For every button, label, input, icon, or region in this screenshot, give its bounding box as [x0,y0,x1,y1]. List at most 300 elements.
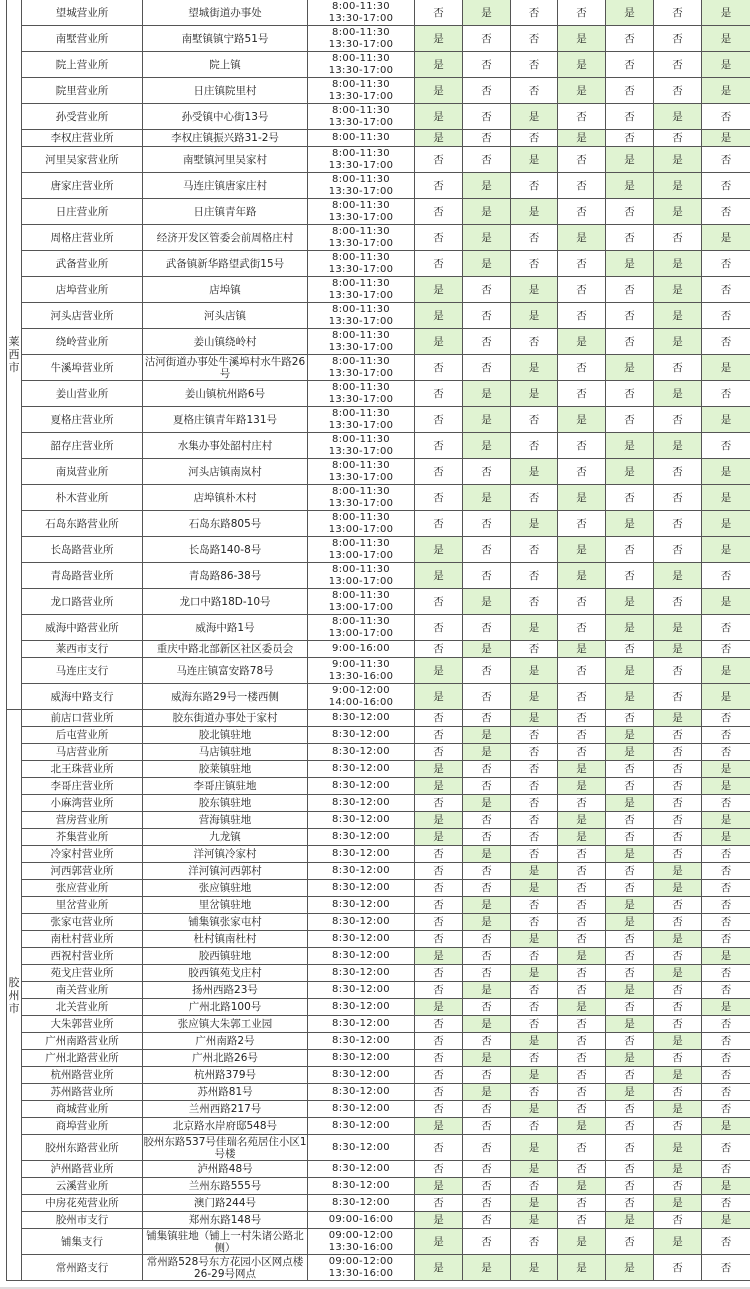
day-open-flag: 否 [415,982,463,999]
branch-address: 南墅镇河里吴家村 [143,147,308,173]
branch-name: 胶州市支行 [22,1212,143,1229]
branch-address: 胶莱镇驻地 [143,761,308,778]
day-open-flag: 是 [511,355,558,381]
day-open-flag: 是 [415,78,463,104]
day-open-flag: 否 [606,999,654,1016]
table-row [7,931,750,948]
day-open-flag: 否 [702,251,750,277]
table-row [7,225,750,251]
day-open-flag: 否 [415,710,463,727]
day-open-flag: 否 [511,846,558,863]
table-row [7,880,750,897]
day-open-flag: 否 [654,537,702,563]
business-hours [308,982,415,999]
day-open-flag: 是 [606,1016,654,1033]
table-row [7,277,750,303]
day-open-flag: 是 [463,982,511,999]
day-open-flag: 否 [702,1016,750,1033]
day-open-flag: 否 [558,199,606,225]
branch-address: 夏格庄镇青年路131号 [143,407,308,433]
region-cell [7,710,22,1281]
day-open-flag: 否 [654,744,702,761]
day-open-flag: 是 [463,199,511,225]
day-open-flag: 是 [606,1255,654,1281]
day-open-flag: 否 [606,485,654,511]
day-open-flag: 是 [702,459,750,485]
day-open-flag: 否 [463,931,511,948]
day-open-flag: 否 [511,225,558,251]
day-open-flag: 否 [463,829,511,846]
branch-address: 胶东街道办事处于家村 [143,710,308,727]
day-open-flag: 否 [558,931,606,948]
day-open-flag: 否 [702,727,750,744]
hours-line: 8:00-11:30 [332,277,390,289]
day-open-flag: 否 [558,1016,606,1033]
day-open-flag: 否 [511,1118,558,1135]
branch-name: 铺集支行 [22,1229,143,1255]
day-open-flag: 否 [654,948,702,965]
table-row [7,1016,750,1033]
hours-line: 09:00-12:00 [328,1229,394,1241]
branch-name: 院里营业所 [22,78,143,104]
branch-name: 周格庄营业所 [22,225,143,251]
hours-line: 8:00-11:30 [332,563,390,575]
branch-schedule-table [6,0,750,1281]
day-open-flag: 否 [415,1084,463,1101]
business-hours [308,104,415,130]
branch-name: 夏格庄营业所 [22,407,143,433]
day-open-flag: 否 [415,199,463,225]
hours-line: 13:30-17:00 [328,419,394,431]
table-row [7,459,750,485]
table-row [7,710,750,727]
day-open-flag: 是 [654,1229,702,1255]
hours-line: 8:00-11:30 [332,199,390,211]
day-open-flag: 否 [463,615,511,641]
day-open-flag: 是 [654,1135,702,1161]
hours-line: 8:30-12:00 [332,797,390,808]
day-open-flag: 是 [606,147,654,173]
region-char: 市 [8,361,20,374]
branch-address: 孙受镇中心街13号 [143,104,308,130]
branch-address: 苏州路81号 [143,1084,308,1101]
day-open-flag: 否 [654,130,702,147]
day-open-flag: 否 [463,1067,511,1084]
hours-line: 8:00-11:30 [332,26,390,38]
day-open-flag: 否 [463,563,511,589]
business-hours [308,641,415,658]
day-open-flag: 否 [654,846,702,863]
branch-address: 胶西镇驻地 [143,948,308,965]
day-open-flag: 否 [415,744,463,761]
branch-address: 重庆中路北部新区社区委员会 [143,641,308,658]
day-open-flag: 否 [606,965,654,982]
branch-name: 石岛东路营业所 [22,511,143,537]
branch-address: 李权庄镇振兴路31-2号 [143,130,308,147]
hours-line: 8:00-11:30 [332,0,390,12]
business-hours [308,1101,415,1118]
branch-name: 小麻湾营业所 [22,795,143,812]
business-hours [308,459,415,485]
hours-line: 8:00-11:30 [332,251,390,263]
day-open-flag: 是 [511,1135,558,1161]
branch-address: 九龙镇 [143,829,308,846]
day-open-flag: 是 [654,329,702,355]
hours-line: 8:30-12:00 [332,865,390,876]
day-open-flag: 否 [463,104,511,130]
day-open-flag: 否 [702,199,750,225]
day-open-flag: 是 [606,1212,654,1229]
day-open-flag: 否 [654,778,702,795]
day-open-flag: 是 [463,846,511,863]
branch-name: 李哥庄营业所 [22,778,143,795]
day-open-flag: 是 [702,0,750,26]
day-open-flag: 是 [415,26,463,52]
table-row [7,982,750,999]
business-hours [308,880,415,897]
day-open-flag: 否 [511,589,558,615]
day-open-flag: 是 [511,1255,558,1281]
branch-name: 西祝村营业所 [22,948,143,965]
day-open-flag: 否 [702,1161,750,1178]
day-open-flag: 是 [511,965,558,982]
day-open-flag: 否 [558,846,606,863]
day-open-flag: 否 [415,1161,463,1178]
branch-address: 姜山镇杭州路6号 [143,381,308,407]
branch-address: 马连庄镇富安路78号 [143,658,308,684]
day-open-flag: 否 [511,1016,558,1033]
day-open-flag: 是 [415,658,463,684]
day-open-flag: 否 [654,795,702,812]
day-open-flag: 是 [606,251,654,277]
day-open-flag: 否 [558,658,606,684]
branch-name: 胶州东路营业所 [22,1135,143,1161]
day-open-flag: 是 [463,744,511,761]
branch-address: 河头店镇南岚村 [143,459,308,485]
hours-line: 13:30-17:00 [328,185,394,197]
day-open-flag: 是 [558,778,606,795]
day-open-flag: 否 [702,381,750,407]
day-open-flag: 否 [558,1161,606,1178]
branch-name: 马连庄支行 [22,658,143,684]
day-open-flag: 是 [415,684,463,710]
day-open-flag: 否 [415,381,463,407]
day-open-flag: 是 [606,658,654,684]
branch-address: 泸州路48号 [143,1161,308,1178]
branch-address: 石岛东路805号 [143,511,308,537]
branch-name: 南关营业所 [22,982,143,999]
hours-line: 13:30-17:00 [328,237,394,249]
day-open-flag: 是 [654,1195,702,1212]
day-open-flag: 否 [654,914,702,931]
day-open-flag: 是 [702,407,750,433]
table-row [7,727,750,744]
day-open-flag: 否 [606,1101,654,1118]
day-open-flag: 是 [702,1118,750,1135]
day-open-flag: 是 [702,537,750,563]
business-hours [308,1229,415,1255]
business-hours [308,589,415,615]
business-hours [308,563,415,589]
branch-address: 望城街道办事处 [143,0,308,26]
day-open-flag: 否 [415,173,463,199]
table-row [7,641,750,658]
branch-address: 店埠镇 [143,277,308,303]
branch-address: 姜山镇绕岭村 [143,329,308,355]
day-open-flag: 是 [702,812,750,829]
hours-line: 8:30-12:00 [332,916,390,927]
day-open-flag: 是 [702,225,750,251]
day-open-flag: 否 [606,1195,654,1212]
day-open-flag: 否 [654,761,702,778]
business-hours [308,684,415,710]
branch-name: 冷家村营业所 [22,846,143,863]
day-open-flag: 否 [606,303,654,329]
hours-line: 13:30-17:00 [328,159,394,171]
branch-name: 芥集营业所 [22,829,143,846]
day-open-flag: 否 [558,1195,606,1212]
day-open-flag: 否 [606,863,654,880]
hours-line: 8:00-11:30 [332,511,390,523]
day-open-flag: 否 [606,26,654,52]
table-row [7,355,750,381]
business-hours [308,795,415,812]
day-open-flag: 否 [558,1050,606,1067]
day-open-flag: 否 [606,130,654,147]
day-open-flag: 否 [702,897,750,914]
branch-address: 北京路水岸府邸548号 [143,1118,308,1135]
hours-line: 13:30-17:00 [328,64,394,76]
branch-address: 扬州西路23号 [143,982,308,999]
table-row [7,173,750,199]
day-open-flag: 是 [511,1195,558,1212]
day-open-flag: 否 [415,1016,463,1033]
day-open-flag: 否 [463,880,511,897]
business-hours [308,812,415,829]
table-row [7,999,750,1016]
branch-name: 日庄营业所 [22,199,143,225]
day-open-flag: 否 [415,251,463,277]
branch-name: 威海中路营业所 [22,615,143,641]
business-hours [308,355,415,381]
day-open-flag: 否 [415,1033,463,1050]
day-open-flag: 否 [654,52,702,78]
day-open-flag: 否 [558,381,606,407]
day-open-flag: 否 [654,1084,702,1101]
business-hours [308,914,415,931]
day-open-flag: 是 [511,104,558,130]
branch-name: 河里吴家营业所 [22,147,143,173]
business-hours [308,761,415,778]
day-open-flag: 否 [415,965,463,982]
day-open-flag: 否 [558,173,606,199]
day-open-flag: 否 [511,329,558,355]
day-open-flag: 是 [511,1067,558,1084]
day-open-flag: 否 [654,999,702,1016]
day-open-flag: 是 [463,914,511,931]
day-open-flag: 是 [558,641,606,658]
day-open-flag: 否 [415,433,463,459]
day-open-flag: 否 [654,1016,702,1033]
day-open-flag: 否 [558,251,606,277]
day-open-flag: 否 [415,0,463,26]
business-hours [308,931,415,948]
region-char: 州 [8,988,20,1002]
table-row [7,26,750,52]
day-open-flag: 否 [606,829,654,846]
day-open-flag: 否 [511,812,558,829]
day-open-flag: 否 [702,795,750,812]
hours-line: 8:30-12:00 [332,1052,390,1063]
business-hours [308,948,415,965]
day-open-flag: 否 [511,829,558,846]
table-row [7,615,750,641]
day-open-flag: 否 [511,485,558,511]
day-open-flag: 是 [606,914,654,931]
day-open-flag: 否 [511,563,558,589]
day-open-flag: 是 [511,658,558,684]
table-row [7,1195,750,1212]
branch-address: 张应镇驻地 [143,880,308,897]
table-row [7,563,750,589]
branch-name: 望城营业所 [22,0,143,26]
day-open-flag: 否 [558,1135,606,1161]
day-open-flag: 是 [463,433,511,459]
day-open-flag: 否 [558,982,606,999]
hours-line: 8:30-12:00 [332,1141,390,1153]
day-open-flag: 是 [606,615,654,641]
table-row [7,381,750,407]
branch-address: 武备镇新华路望武街15号 [143,251,308,277]
day-open-flag: 否 [702,433,750,459]
hours-line: 8:00-11:30 [332,459,390,471]
day-open-flag: 是 [702,778,750,795]
branch-name: 广州南路营业所 [22,1033,143,1050]
day-open-flag: 否 [415,615,463,641]
branch-name: 马店营业所 [22,744,143,761]
day-open-flag: 否 [463,863,511,880]
branch-name: 河头店营业所 [22,303,143,329]
day-open-flag: 否 [511,537,558,563]
branch-address: 洋河镇冷家村 [143,846,308,863]
table-row [7,1067,750,1084]
branch-name: 云溪营业所 [22,1178,143,1195]
branch-address: 威海中路1号 [143,615,308,641]
day-open-flag: 是 [415,537,463,563]
business-hours [308,615,415,641]
table-row [7,1161,750,1178]
day-open-flag: 否 [654,355,702,381]
table-row [7,537,750,563]
branch-name: 张应营业所 [22,880,143,897]
day-open-flag: 否 [606,880,654,897]
day-open-flag: 否 [606,778,654,795]
business-hours [308,1212,415,1229]
table-row [7,303,750,329]
branch-address: 马店镇驻地 [143,744,308,761]
day-open-flag: 是 [606,1084,654,1101]
day-open-flag: 否 [606,761,654,778]
business-hours [308,1033,415,1050]
day-open-flag: 是 [558,563,606,589]
day-open-flag: 否 [463,355,511,381]
hours-line: 8:00-11:30 [332,589,390,601]
day-open-flag: 是 [558,130,606,147]
table-row [7,1229,750,1255]
day-open-flag: 是 [654,710,702,727]
hours-line: 13:30-16:00 [328,1267,394,1279]
branch-name: 长岛路营业所 [22,537,143,563]
hours-line: 8:30-12:00 [332,899,390,910]
table-row [7,829,750,846]
day-open-flag: 是 [511,1101,558,1118]
day-open-flag: 是 [606,433,654,459]
hours-line: 13:30-17:00 [328,471,394,483]
day-open-flag: 是 [463,225,511,251]
day-open-flag: 否 [606,931,654,948]
day-open-flag: 否 [415,511,463,537]
day-open-flag: 否 [463,684,511,710]
day-open-flag: 是 [654,1033,702,1050]
day-open-flag: 否 [415,846,463,863]
branch-address: 郑州东路148号 [143,1212,308,1229]
business-hours [308,1016,415,1033]
day-open-flag: 是 [511,1212,558,1229]
day-open-flag: 否 [511,727,558,744]
day-open-flag: 否 [606,710,654,727]
hours-line: 8:00-11:30 [332,132,390,143]
day-open-flag: 否 [606,812,654,829]
hours-line: 8:30-12:00 [332,814,390,825]
day-open-flag: 否 [511,130,558,147]
day-open-flag: 否 [606,225,654,251]
branch-address: 兰州东路555号 [143,1178,308,1195]
day-open-flag: 是 [654,433,702,459]
hours-line: 8:00-11:30 [332,615,390,627]
table-row [7,130,750,147]
day-open-flag: 否 [463,1178,511,1195]
day-open-flag: 是 [463,589,511,615]
day-open-flag: 否 [558,147,606,173]
day-open-flag: 是 [415,812,463,829]
day-open-flag: 是 [463,641,511,658]
day-open-flag: 否 [415,931,463,948]
business-hours [308,78,415,104]
branch-address: 张应镇大朱郭工业园 [143,1016,308,1033]
day-open-flag: 是 [511,880,558,897]
table-row [7,1255,750,1281]
day-open-flag: 否 [463,459,511,485]
day-open-flag: 否 [606,1067,654,1084]
hours-line: 8:30-12:00 [332,984,390,995]
day-open-flag: 是 [702,52,750,78]
day-open-flag: 是 [654,1067,702,1084]
hours-line: 13:30-17:00 [328,315,394,327]
day-open-flag: 否 [415,1050,463,1067]
day-open-flag: 否 [558,795,606,812]
day-open-flag: 否 [558,433,606,459]
day-open-flag: 是 [463,173,511,199]
day-open-flag: 否 [606,1229,654,1255]
branch-name: 青岛路营业所 [22,563,143,589]
branch-name: 前店口营业所 [22,710,143,727]
day-open-flag: 是 [606,744,654,761]
branch-name: 商埠营业所 [22,1118,143,1135]
day-open-flag: 是 [415,829,463,846]
day-open-flag: 是 [702,130,750,147]
day-open-flag: 否 [558,277,606,303]
branch-address: 日庄镇青年路 [143,199,308,225]
